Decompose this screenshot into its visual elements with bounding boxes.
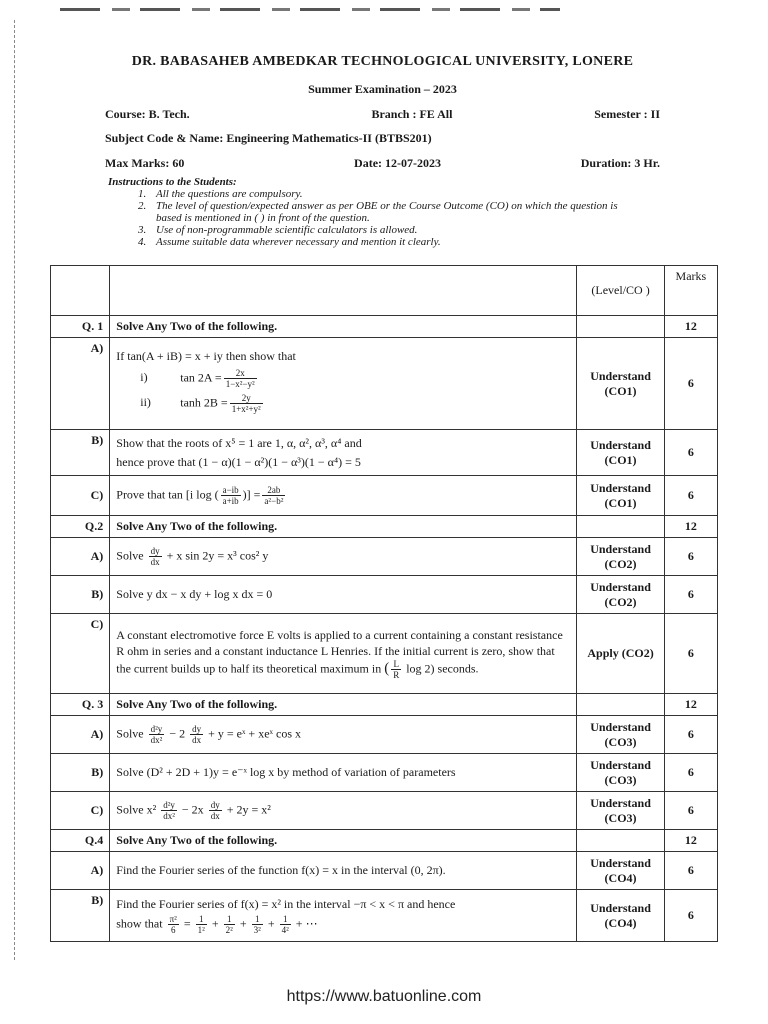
section-title: Solve Any Two of the following. — [110, 316, 577, 338]
numerator: d²y — [150, 724, 163, 734]
instruction-list — [108, 188, 668, 248]
instructions-heading: Instructions to the Students: — [108, 176, 237, 188]
fraction — [196, 914, 207, 935]
question-intro: If tan(A + iB) = x + iy then show that — [116, 349, 296, 363]
numerator: 1 — [280, 914, 291, 925]
question-row — [51, 476, 718, 516]
level-co: Understand (CO1) — [577, 338, 664, 430]
section-marks: 12 — [664, 316, 717, 338]
question-marks: 6 — [664, 476, 717, 516]
question-marks: 6 — [664, 614, 717, 694]
numerator: dy — [150, 546, 160, 556]
question-marks: 6 — [664, 792, 717, 830]
instructions — [108, 176, 668, 248]
equation-lhs: tan 2A = — [180, 370, 222, 385]
denominator: a+ib — [222, 496, 239, 506]
question-body: A constant electromotive force E volts is applied to a current containing a constant resistance R ohm in series and a constant inductance L Henries. If the initial current is zero, show that the current builds up to half its theoretical maximum in — [116, 628, 563, 676]
denominator: 6 — [170, 924, 176, 935]
instruction-number: 2. — [138, 200, 147, 212]
question-text — [110, 538, 577, 576]
question-tail: log 2) seconds. — [406, 661, 479, 676]
numerator: 2ab — [262, 485, 285, 496]
equation-mid: )] = — [242, 487, 261, 502]
plus-sign: + — [211, 915, 219, 930]
level-co: Understand (CO3) — [577, 716, 664, 754]
section-row — [51, 516, 718, 538]
question-text — [110, 430, 577, 476]
section-title: Solve Any Two of the following. — [110, 830, 577, 852]
level-co: Understand (CO1) — [577, 430, 664, 476]
question-row — [51, 576, 718, 614]
equation-mid: − 2x — [181, 802, 204, 817]
denominator: dx² — [163, 811, 175, 821]
blank-cell — [110, 266, 577, 316]
question-text: Find the Fourier series of the function f(x) = x in the interval (0, 2π). — [110, 852, 577, 890]
question-marks: 6 — [664, 576, 717, 614]
denominator: R — [393, 670, 400, 680]
question-marks: 6 — [664, 538, 717, 576]
question-row — [51, 430, 718, 476]
section-title: Solve Any Two of the following. — [110, 516, 577, 538]
scan-border — [60, 8, 560, 11]
question-label: C) — [51, 614, 110, 694]
denominator: dx² — [150, 735, 163, 745]
course: Course: B. Tech. — [105, 107, 190, 121]
question-label: B) — [51, 430, 110, 476]
fraction — [224, 368, 257, 389]
instruction-text: Use of non-programmable scientific calculators is allowed. — [156, 224, 418, 236]
question-row — [51, 716, 718, 754]
plus-sign: + — [239, 915, 247, 930]
section-marks: 12 — [664, 516, 717, 538]
marks-header: Marks — [664, 266, 717, 316]
denominator: dx — [150, 557, 160, 567]
footer-url[interactable]: https://www.batuonline.com — [286, 988, 482, 1005]
question-label: B) — [51, 890, 110, 942]
equation-rest: + y = eˣ + xeˣ cos x — [208, 726, 301, 741]
question-number: Q.4 — [51, 830, 110, 852]
paren: ( — [384, 660, 390, 677]
question-marks: 6 — [664, 338, 717, 430]
question-prefix: show that — [116, 915, 163, 930]
question-label: C) — [51, 792, 110, 830]
question-text — [110, 614, 577, 694]
question-label: B) — [51, 576, 110, 614]
fraction — [230, 393, 263, 414]
sub-part — [116, 393, 570, 414]
question-label: A) — [51, 338, 110, 430]
blank-cell — [577, 316, 664, 338]
numerator: dy — [192, 724, 202, 734]
instruction-number: 4. — [138, 236, 147, 248]
question-number: Q. 1 — [51, 316, 110, 338]
question-line: Show that the roots of x⁵ = 1 are 1, α, α², α³, α⁴ and — [116, 435, 362, 450]
denominator: dx — [192, 735, 202, 745]
denominator: 2² — [225, 924, 233, 935]
question-row — [51, 538, 718, 576]
question-row — [51, 338, 718, 430]
question-marks: 6 — [664, 716, 717, 754]
question-row — [51, 614, 718, 694]
sub-part — [116, 368, 570, 389]
question-number: Q. 3 — [51, 694, 110, 716]
fraction — [252, 914, 263, 935]
numerator: 1 — [252, 914, 263, 925]
numerator: 1 — [224, 914, 235, 925]
level-co: Understand (CO3) — [577, 792, 664, 830]
question-line: hence prove that (1 − α)(1 − α²)(1 − α³)(1 − α⁴) = 5 — [116, 454, 361, 469]
question-text — [110, 792, 577, 830]
question-row — [51, 792, 718, 830]
instruction-text: The level of question/expected answer as per OBE or the Course Outcome (CO) on which the question is based is mentioned in ( ) in front of the question. — [156, 200, 618, 224]
question-text — [110, 476, 577, 516]
level-co: Understand (CO4) — [577, 852, 664, 890]
numerator: a−ib — [222, 485, 239, 495]
series-line — [116, 914, 570, 935]
fraction — [209, 800, 222, 821]
numerator: 2x — [224, 368, 257, 379]
table-header-row — [51, 266, 718, 316]
fraction — [224, 914, 235, 935]
denominator: 1² — [197, 924, 205, 935]
max-marks: Max Marks: 60 — [105, 156, 185, 170]
equation-lhs: Prove that tan [i log ( — [116, 487, 219, 502]
sub-label: i) — [140, 370, 148, 385]
blank-cell — [577, 830, 664, 852]
question-text — [110, 890, 577, 942]
section-row — [51, 694, 718, 716]
subject-name: Subject Code & Name: Engineering Mathematics-II (BTBS201) — [105, 131, 432, 145]
series-ellipsis: + ⋯ — [295, 915, 318, 930]
exam-date: Date: 12-07-2023 — [354, 156, 442, 170]
numerator: 1 — [196, 914, 207, 925]
denominator: dx — [210, 811, 220, 821]
fraction — [149, 724, 165, 745]
fraction — [262, 485, 285, 506]
semester: Semester : II — [594, 107, 660, 121]
numerator: d²y — [163, 800, 175, 810]
instruction-item — [138, 224, 668, 236]
question-text — [110, 716, 577, 754]
numerator: 2y — [230, 393, 263, 404]
instruction-number: 3. — [138, 224, 147, 236]
question-text — [110, 338, 577, 430]
numerator: π² — [169, 913, 177, 924]
level-co: Understand (CO2) — [577, 538, 664, 576]
question-number: Q.2 — [51, 516, 110, 538]
fraction — [190, 724, 203, 745]
question-row — [51, 852, 718, 890]
question-label: A) — [51, 716, 110, 754]
question-label: B) — [51, 754, 110, 792]
equation-mid: − 2 — [169, 726, 186, 741]
question-line: Find the Fourier series of f(x) = x² in the interval −π < x < π and hence — [116, 896, 456, 911]
marks-row — [105, 156, 660, 171]
fraction — [391, 659, 401, 680]
question-text: Solve (D² + 2D + 1)y = e⁻ˣ log x by method of variation of parameters — [110, 754, 577, 792]
plus-sign: + — [267, 915, 275, 930]
level-co: Understand (CO4) — [577, 890, 664, 942]
question-row — [51, 754, 718, 792]
instruction-number: 1. — [138, 188, 147, 200]
blank-cell — [577, 694, 664, 716]
scan-edge-marks — [14, 20, 21, 960]
question-marks: 6 — [664, 890, 717, 942]
instruction-text: Assume suitable data wherever necessary and mention it clearly. — [156, 236, 441, 248]
question-marks: 6 — [664, 754, 717, 792]
denominator: 1+x²+y² — [231, 404, 261, 414]
duration: Duration: 3 Hr. — [580, 156, 660, 170]
numerator: dy — [210, 800, 220, 810]
blank-cell — [51, 266, 110, 316]
denominator: 4² — [281, 924, 289, 935]
denominator: 1−x²−y² — [225, 379, 255, 389]
instruction-item — [138, 188, 668, 200]
question-table — [50, 265, 718, 942]
university-name: DR. BABASAHEB AMBEDKAR TECHNOLOGICAL UNIVERSITY, LONERE — [131, 54, 634, 69]
level-co: Understand (CO1) — [577, 476, 664, 516]
equals-sign: = — [183, 915, 191, 930]
sub-label: ii) — [140, 395, 151, 410]
instruction-item — [138, 200, 668, 224]
equation-rest: + 2y = x² — [226, 802, 271, 817]
question-prefix: Solve — [116, 548, 144, 563]
question-prefix: Solve x² — [116, 802, 157, 817]
fraction — [149, 546, 162, 567]
denominator: 3² — [253, 924, 261, 935]
equation-lhs: tanh 2B = — [180, 395, 228, 410]
question-label: A) — [51, 852, 110, 890]
level-co: Apply (CO2) — [577, 614, 664, 694]
branch: Branch : FE All — [371, 107, 453, 121]
section-marks: 12 — [664, 830, 717, 852]
exam-session: Summer Examination – 2023 — [308, 82, 457, 96]
question-label: C) — [51, 476, 110, 516]
level-co: Understand (CO2) — [577, 576, 664, 614]
blank-cell — [577, 516, 664, 538]
fraction — [161, 800, 177, 821]
level-header: (Level/CO ) — [577, 266, 664, 316]
numerator: L — [391, 659, 401, 670]
question-marks: 6 — [664, 852, 717, 890]
fraction — [221, 485, 241, 506]
section-title: Solve Any Two of the following. — [110, 694, 577, 716]
section-row — [51, 830, 718, 852]
course-row — [105, 107, 660, 122]
section-marks: 12 — [664, 694, 717, 716]
level-co: Understand (CO3) — [577, 754, 664, 792]
question-marks: 6 — [664, 430, 717, 476]
equation-rest: + x sin 2y = x³ cos² y — [166, 548, 269, 563]
instruction-text: All the questions are compulsory. — [156, 188, 303, 200]
question-text: Solve y dx − x dy + log x dx = 0 — [110, 576, 577, 614]
denominator: a²−b² — [264, 496, 284, 506]
question-prefix: Solve — [116, 726, 144, 741]
instruction-item — [138, 236, 668, 248]
question-row — [51, 890, 718, 942]
question-label: A) — [51, 538, 110, 576]
section-row — [51, 316, 718, 338]
exam-header — [105, 48, 660, 171]
fraction — [280, 914, 291, 935]
fraction — [168, 914, 179, 935]
